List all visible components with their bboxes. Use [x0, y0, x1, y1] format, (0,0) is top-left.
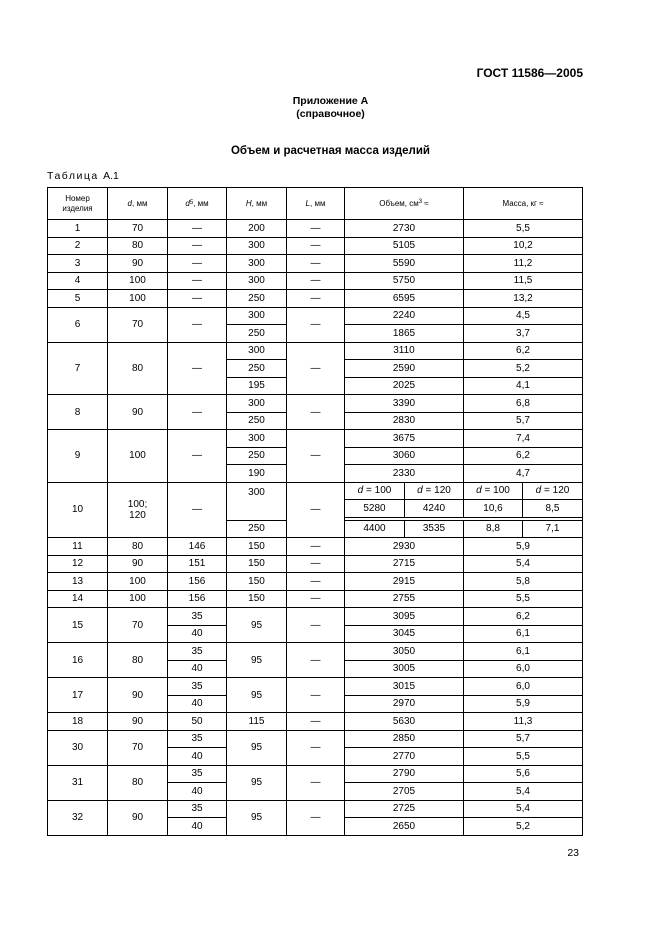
cell-d: 90 [108, 713, 168, 731]
cell-mass: 5,6 [464, 765, 583, 783]
cell-volume: 5105 [345, 237, 464, 255]
cell-volume: 3535 [405, 520, 464, 538]
table-row [48, 590, 583, 608]
cell-volume: 3095 [345, 608, 464, 626]
cell-h: 250 [227, 447, 287, 465]
cell-volume: 4400 [345, 520, 405, 538]
cell-d: 100 [108, 590, 168, 608]
table-row [48, 555, 583, 573]
cell-l: — [287, 395, 345, 430]
cell-mass: 5,7 [464, 730, 583, 748]
cell-l: — [287, 800, 345, 835]
cell-d5: 35 [168, 678, 227, 696]
cell-mass: 8,5 [523, 500, 583, 518]
cell-volume: 3060 [345, 447, 464, 465]
cell-d5: — [168, 482, 227, 538]
table-row [48, 573, 583, 591]
header-volume: Объем, $см^3$ ≈ [345, 188, 464, 220]
subheader-mass-d120: d = 120 [523, 482, 583, 500]
cell-mass: 11,3 [464, 713, 583, 731]
cell-d: 80 [108, 643, 168, 678]
cell-mass: 10,2 [464, 237, 583, 255]
cell-d: 80 [108, 237, 168, 255]
cell-volume: 2715 [345, 555, 464, 573]
cell-h: 300 [227, 430, 287, 448]
cell-d: 90 [108, 800, 168, 835]
cell-volume: 5750 [345, 272, 464, 290]
cell-d5: 40 [168, 748, 227, 766]
header-d: d, мм [108, 188, 168, 220]
header-d5: $d_5$, мм [168, 188, 227, 220]
cell-d5: 35 [168, 800, 227, 818]
cell-d: 100; 120 [108, 482, 168, 538]
cell-volume: 2770 [345, 748, 464, 766]
header-item-number: Номер изделия [48, 188, 108, 220]
standard-number: ГОСТ 11586—2005 [476, 66, 583, 80]
cell-volume: 5590 [345, 255, 464, 273]
cell-d5: — [168, 342, 227, 395]
table-row [48, 800, 583, 818]
cell-h: 300 [227, 342, 287, 360]
cell-number: 1 [48, 220, 108, 238]
cell-h: 95 [227, 730, 287, 765]
cell-d5: 156 [168, 573, 227, 591]
cell-h: 300 [227, 482, 287, 520]
cell-d: 100 [108, 290, 168, 308]
cell-h: 115 [227, 713, 287, 731]
cell-l: — [287, 713, 345, 731]
cell-number: 17 [48, 678, 108, 713]
cell-volume: 5280 [345, 500, 405, 518]
cell-mass: 5,9 [464, 538, 583, 556]
cell-volume: 4240 [405, 500, 464, 518]
cell-volume: 3050 [345, 643, 464, 661]
cell-mass: 6,8 [464, 395, 583, 413]
cell-d: 80 [108, 538, 168, 556]
cell-volume: 3015 [345, 678, 464, 696]
cell-number: 11 [48, 538, 108, 556]
cell-mass: 11,2 [464, 255, 583, 273]
cell-number: 18 [48, 713, 108, 731]
document-title: Объем и расчетная масса изделий [230, 145, 430, 157]
table-row [48, 730, 583, 748]
cell-d: 90 [108, 555, 168, 573]
cell-volume: 2930 [345, 538, 464, 556]
cell-number: 8 [48, 395, 108, 430]
subheader-volume-d120: d = 120 [405, 482, 464, 500]
cell-number: 30 [48, 730, 108, 765]
cell-mass: 5,7 [464, 412, 583, 430]
cell-number: 4 [48, 272, 108, 290]
cell-h: 250 [227, 412, 287, 430]
cell-l: — [287, 538, 345, 556]
cell-number: 7 [48, 342, 108, 395]
cell-mass: 3,7 [464, 325, 583, 343]
cell-d5: — [168, 395, 227, 430]
cell-d5: 35 [168, 730, 227, 748]
cell-d: 100 [108, 272, 168, 290]
cell-volume: 3390 [345, 395, 464, 413]
cell-volume: 2830 [345, 412, 464, 430]
cell-h: 95 [227, 800, 287, 835]
cell-d: 90 [108, 255, 168, 273]
cell-d5: 40 [168, 783, 227, 801]
cell-h: 300 [227, 395, 287, 413]
cell-h: 150 [227, 590, 287, 608]
table-row [48, 342, 583, 360]
cell-volume: 2025 [345, 377, 464, 395]
cell-mass: 13,2 [464, 290, 583, 308]
cell-mass: 6,2 [464, 447, 583, 465]
cell-l: — [287, 255, 345, 273]
cell-h: 150 [227, 538, 287, 556]
table-row [48, 395, 583, 413]
cell-d: 100 [108, 430, 168, 483]
cell-l: — [287, 290, 345, 308]
cell-mass: 5,2 [464, 818, 583, 836]
table-row [48, 608, 583, 626]
cell-volume: 3675 [345, 430, 464, 448]
cell-mass: 4,1 [464, 377, 583, 395]
cell-number: 2 [48, 237, 108, 255]
cell-h: 150 [227, 573, 287, 591]
cell-h: 95 [227, 678, 287, 713]
cell-mass: 5,9 [464, 695, 583, 713]
cell-d: 70 [108, 220, 168, 238]
cell-l: — [287, 555, 345, 573]
table-row [48, 430, 583, 448]
cell-number: 31 [48, 765, 108, 800]
cell-number: 5 [48, 290, 108, 308]
cell-volume: 3045 [345, 625, 464, 643]
cell-d: 70 [108, 608, 168, 643]
cell-d5: — [168, 220, 227, 238]
cell-d: 70 [108, 307, 168, 342]
table-header-row [48, 188, 583, 220]
cell-h: 95 [227, 608, 287, 643]
cell-h: 195 [227, 377, 287, 395]
cell-l: — [287, 237, 345, 255]
subheader-mass-d100: d = 100 [464, 482, 523, 500]
cell-number: 15 [48, 608, 108, 643]
cell-h: 300 [227, 307, 287, 325]
cell-volume: 2330 [345, 465, 464, 483]
cell-d5: 40 [168, 625, 227, 643]
table-row [48, 643, 583, 661]
cell-l: — [287, 643, 345, 678]
table-row [48, 713, 583, 731]
cell-h: 300 [227, 272, 287, 290]
cell-volume: 2730 [345, 220, 464, 238]
table-row [48, 237, 583, 255]
cell-volume: 2590 [345, 360, 464, 378]
cell-number: 12 [48, 555, 108, 573]
header-h: H, мм [227, 188, 287, 220]
cell-l: — [287, 342, 345, 395]
cell-mass: 5,4 [464, 800, 583, 818]
cell-mass: 6,2 [464, 608, 583, 626]
cell-volume: 3110 [345, 342, 464, 360]
cell-h: 95 [227, 765, 287, 800]
cell-d5: — [168, 272, 227, 290]
table-label-word: Таблица [47, 170, 99, 182]
cell-d5: — [168, 307, 227, 342]
cell-d: 80 [108, 342, 168, 395]
cell-mass: 6,0 [464, 678, 583, 696]
cell-mass: 5,5 [464, 590, 583, 608]
cell-d5: — [168, 430, 227, 483]
cell-number: 10 [48, 482, 108, 538]
cell-h: 190 [227, 465, 287, 483]
cell-d5: 40 [168, 818, 227, 836]
cell-mass: 5,8 [464, 573, 583, 591]
cell-l: — [287, 482, 345, 538]
cell-mass: 11,5 [464, 272, 583, 290]
table-row [48, 765, 583, 783]
page-number: 23 [567, 847, 579, 859]
cell-volume: 2240 [345, 307, 464, 325]
cell-h: 200 [227, 220, 287, 238]
cell-d: 90 [108, 395, 168, 430]
table-row [48, 538, 583, 556]
cell-mass: 6,0 [464, 660, 583, 678]
table-row [48, 482, 583, 500]
cell-d5: 40 [168, 660, 227, 678]
cell-l: — [287, 765, 345, 800]
header-mass: Масса, кг ≈ [464, 188, 583, 220]
cell-l: — [287, 220, 345, 238]
cell-number: 9 [48, 430, 108, 483]
header-l: L, мм [287, 188, 345, 220]
table-row [48, 272, 583, 290]
cell-d5: — [168, 255, 227, 273]
cell-volume: 6595 [345, 290, 464, 308]
cell-volume: 2705 [345, 783, 464, 801]
table-row [48, 678, 583, 696]
table-row [48, 255, 583, 273]
cell-l: — [287, 590, 345, 608]
cell-mass: 8,8 [464, 520, 523, 538]
cell-d5: — [168, 290, 227, 308]
cell-mass: 5,4 [464, 783, 583, 801]
cell-h: 250 [227, 290, 287, 308]
cell-h: 150 [227, 555, 287, 573]
cell-d5: 151 [168, 555, 227, 573]
cell-h: 300 [227, 237, 287, 255]
cell-volume: 1865 [345, 325, 464, 343]
cell-mass: 4,5 [464, 307, 583, 325]
cell-number: 3 [48, 255, 108, 273]
cell-d: 80 [108, 765, 168, 800]
cell-l: — [287, 678, 345, 713]
subheader-volume-d100: d = 100 [345, 482, 405, 500]
cell-volume: 2755 [345, 590, 464, 608]
cell-h: 250 [227, 325, 287, 343]
cell-volume: 2790 [345, 765, 464, 783]
cell-mass: 5,5 [464, 220, 583, 238]
cell-number: 32 [48, 800, 108, 835]
cell-mass: 10,6 [464, 500, 523, 518]
cell-h: 95 [227, 643, 287, 678]
annex-title: Приложение А [292, 95, 369, 107]
cell-mass: 5,4 [464, 555, 583, 573]
table-row [48, 307, 583, 325]
cell-volume: 2650 [345, 818, 464, 836]
cell-l: — [287, 430, 345, 483]
cell-mass: 4,7 [464, 465, 583, 483]
cell-h: 300 [227, 255, 287, 273]
cell-mass: 6,1 [464, 643, 583, 661]
cell-mass: 7,4 [464, 430, 583, 448]
cell-d5: — [168, 237, 227, 255]
cell-d: 90 [108, 678, 168, 713]
cell-volume: 2915 [345, 573, 464, 591]
table-label [47, 170, 119, 182]
cell-mass: 5,2 [464, 360, 583, 378]
cell-number: 16 [48, 643, 108, 678]
cell-d: 70 [108, 730, 168, 765]
cell-volume: 2970 [345, 695, 464, 713]
cell-d5: 40 [168, 695, 227, 713]
cell-mass: 6,2 [464, 342, 583, 360]
cell-h: 250 [227, 360, 287, 378]
cell-d5: 35 [168, 643, 227, 661]
cell-d5: 35 [168, 765, 227, 783]
cell-number: 6 [48, 307, 108, 342]
cell-number: 14 [48, 590, 108, 608]
cell-mass: 7,1 [523, 520, 583, 538]
cell-d: 100 [108, 573, 168, 591]
cell-volume: 2850 [345, 730, 464, 748]
annex-heading [0, 95, 661, 121]
table-label-number: А.1 [103, 170, 119, 182]
annex-subtitle: (справочное) [296, 108, 365, 120]
cell-volume: 2725 [345, 800, 464, 818]
table-row [48, 220, 583, 238]
cell-d5: 146 [168, 538, 227, 556]
cell-mass: 5,5 [464, 748, 583, 766]
cell-d5: 50 [168, 713, 227, 731]
volume-mass-table [47, 187, 583, 836]
table-row [48, 290, 583, 308]
cell-mass: 6,1 [464, 625, 583, 643]
cell-volume: 5630 [345, 713, 464, 731]
cell-volume: 3005 [345, 660, 464, 678]
cell-l: — [287, 730, 345, 765]
cell-d5: 35 [168, 608, 227, 626]
cell-h: 250 [227, 520, 287, 538]
cell-d5: 156 [168, 590, 227, 608]
cell-number: 13 [48, 573, 108, 591]
cell-l: — [287, 608, 345, 643]
cell-l: — [287, 272, 345, 290]
cell-l: — [287, 573, 345, 591]
cell-l: — [287, 307, 345, 342]
